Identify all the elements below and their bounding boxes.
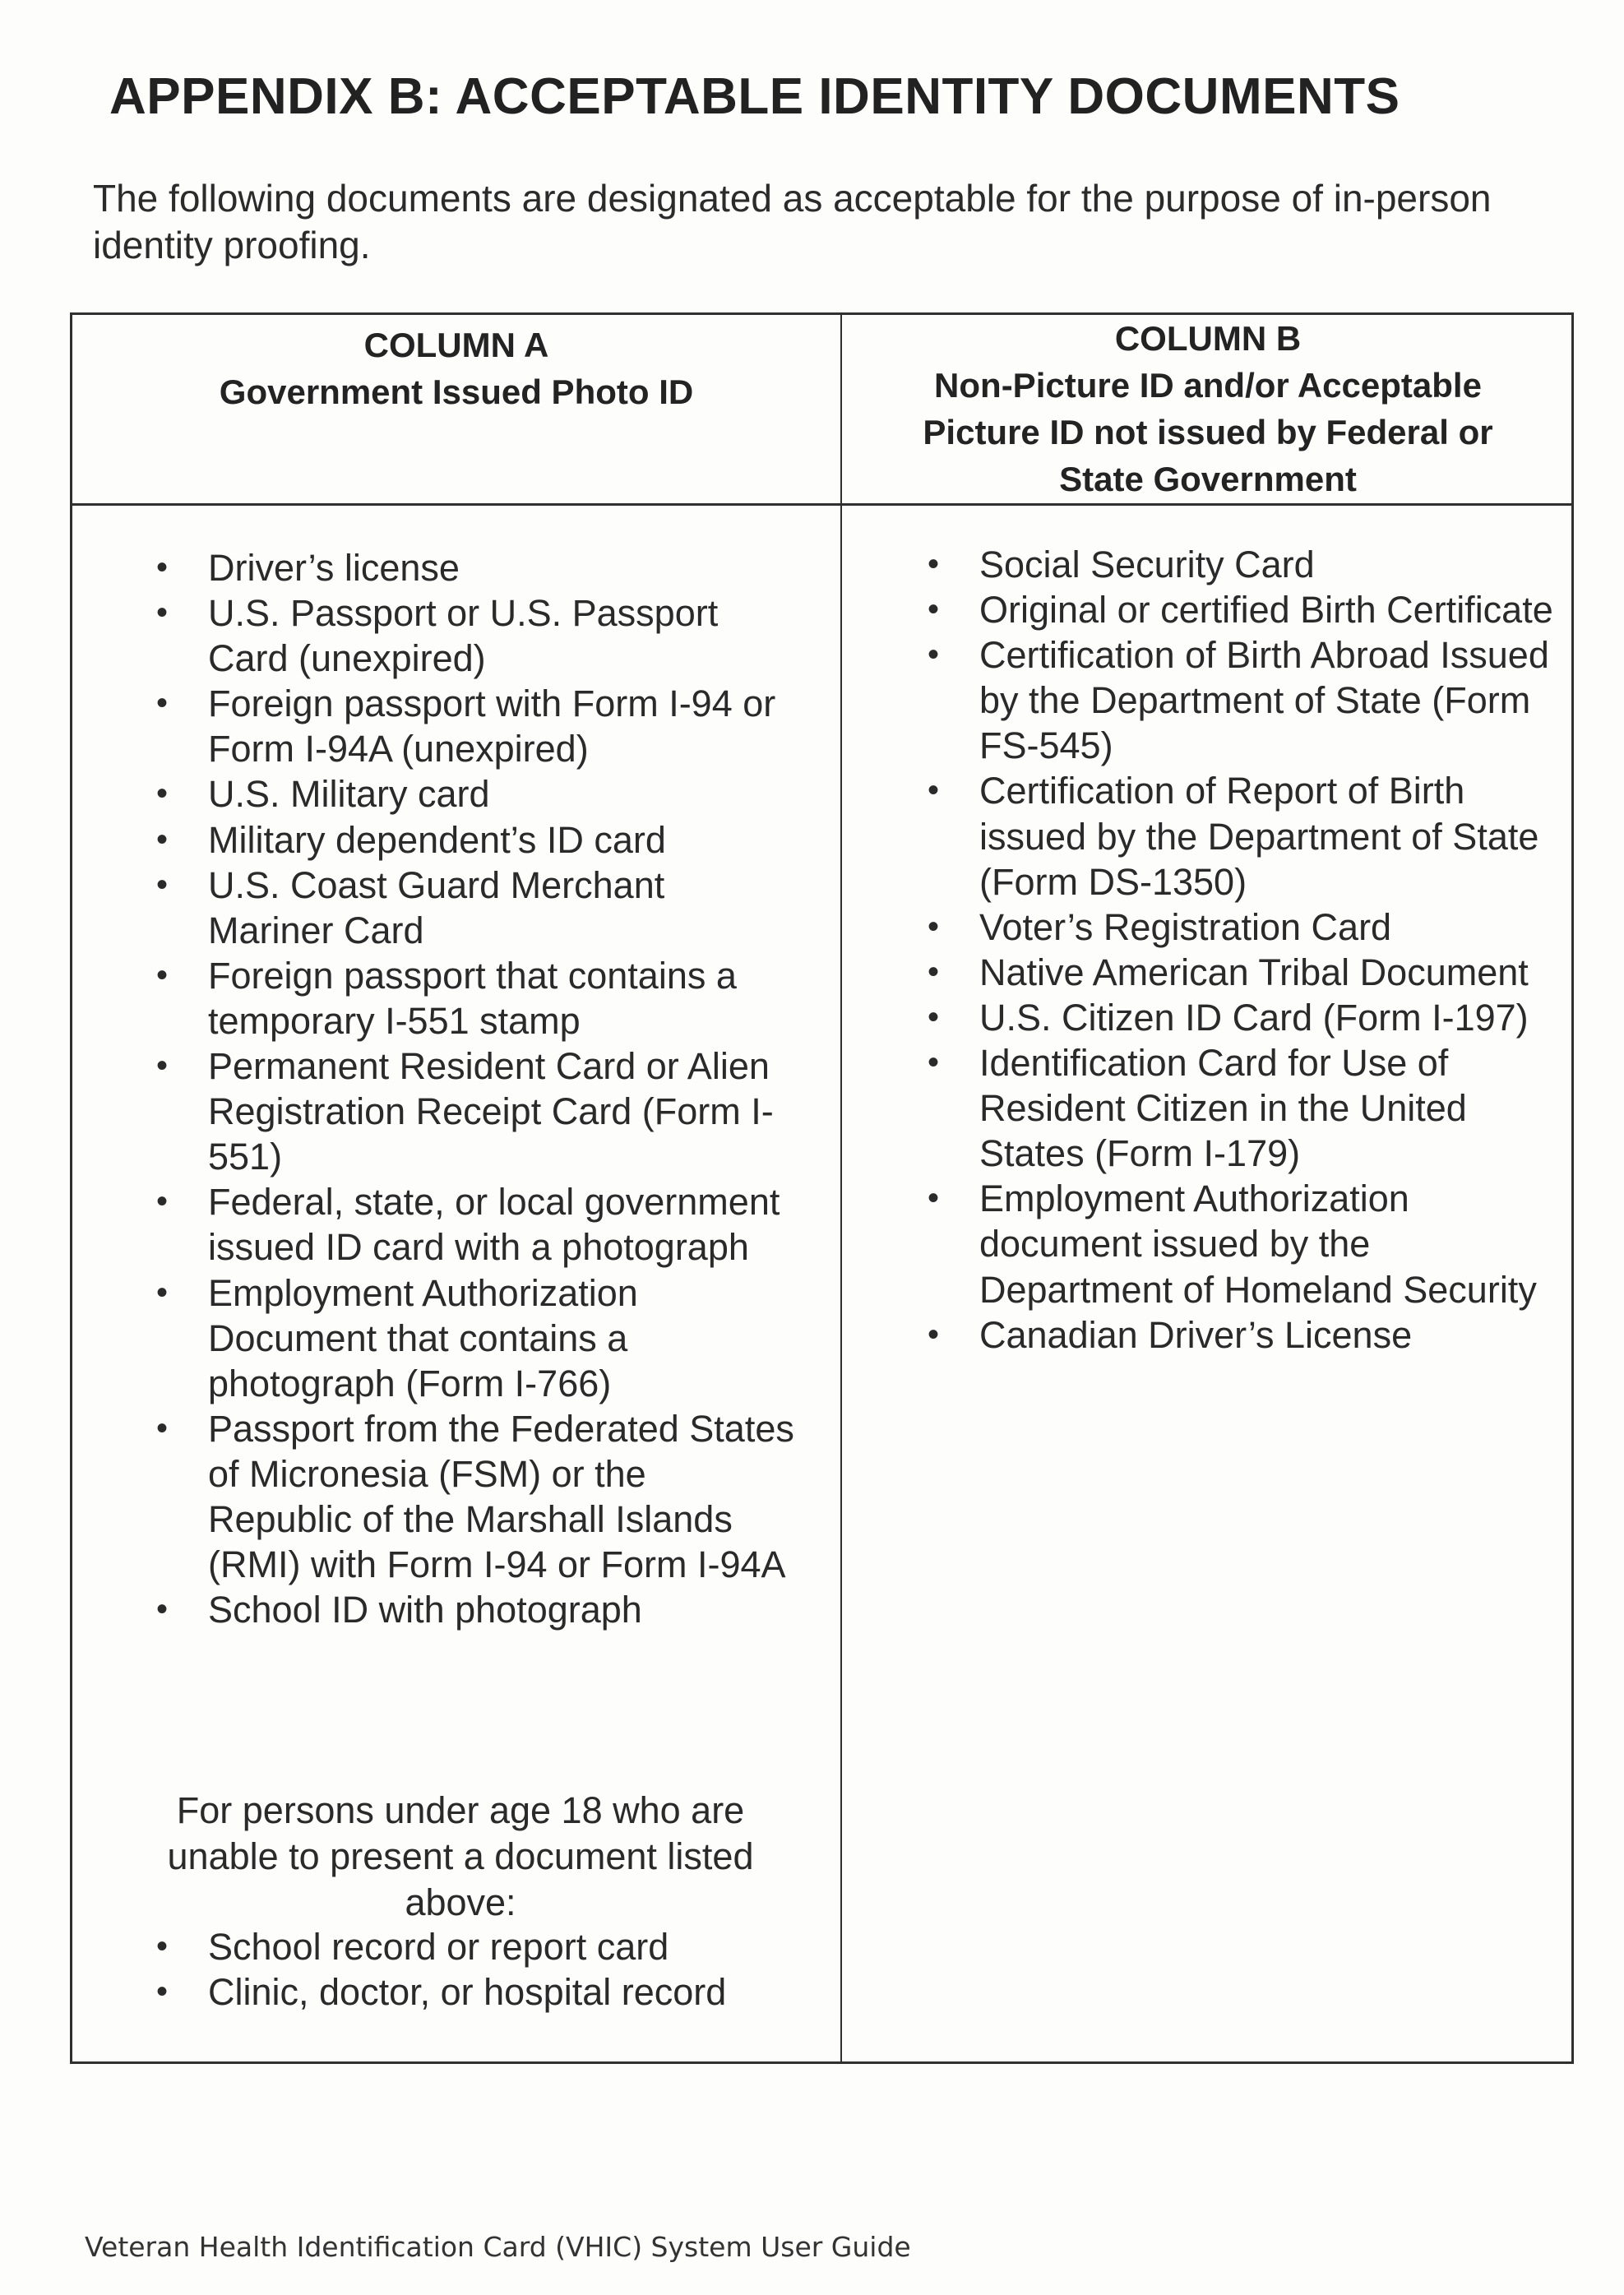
list-item — [156, 681, 800, 771]
bullet-icon: • — [156, 866, 169, 903]
bullet-icon: • — [928, 1044, 940, 1081]
bullet-icon: • — [156, 595, 169, 632]
column-b-header — [842, 315, 1574, 502]
list-item — [156, 590, 800, 681]
list-item — [928, 950, 1555, 995]
bullet-icon: • — [928, 591, 940, 628]
bullet-icon: • — [156, 1409, 169, 1446]
bullet-icon: • — [928, 772, 940, 809]
bullet-icon: • — [156, 775, 169, 812]
bullet-icon: • — [156, 1048, 169, 1085]
bullet-icon: • — [928, 546, 940, 582]
list-item-text: Military dependent’s ID card — [208, 818, 666, 861]
intro-paragraph: The following documents are designated as acceptable for the purpose of in-person identity proofing. — [93, 177, 1492, 266]
list-item — [928, 1040, 1555, 1176]
bullet-icon: • — [928, 1180, 940, 1217]
bullet-icon: • — [156, 821, 169, 858]
list-item — [156, 1969, 817, 2015]
bullet-icon: • — [928, 908, 940, 945]
bullet-icon: • — [156, 1274, 169, 1311]
list-item-text: Original or certified Birth Certificate — [979, 589, 1553, 632]
list-item-text: School ID with photograph — [208, 1589, 642, 1631]
bullet-icon: • — [928, 998, 940, 1035]
bullet-icon: • — [156, 685, 169, 722]
list-item-text: Passport from the Federated States of Micronesia (FSM) or the Republic of the Marshall Islands (RMI) with Form I-94 or Form I-94A — [208, 1407, 794, 1586]
page-footer: Veteran Health Identification Card (VHIC) System User Guide — [85, 2231, 911, 2263]
list-item-text: Clinic, doctor, or hospital record — [208, 1971, 727, 2014]
list-item-text: Social Security Card — [979, 544, 1315, 585]
bullet-icon: • — [156, 1591, 169, 1628]
under-18-list — [156, 1924, 817, 2015]
under-18-note: For persons under age 18 who are unable to present a document listed above: — [167, 1789, 754, 1923]
list-item — [156, 1270, 800, 1406]
list-item-text: Permanent Resident Card or Alien Registration Receipt Card (Form I-551) — [208, 1045, 774, 1178]
list-item — [156, 1179, 800, 1270]
bullet-icon: • — [156, 956, 169, 993]
list-item — [156, 1406, 800, 1587]
list-item-text: U.S. Passport or U.S. Passport Card (unexpired) — [208, 592, 719, 680]
list-item-text: School record or report card — [208, 1926, 669, 1968]
column-b-list — [928, 542, 1555, 1358]
list-item — [156, 545, 800, 590]
column-b-subheading-line: Picture ID not issued by Federal or — [923, 413, 1493, 451]
list-item-text: U.S. Military card — [208, 773, 490, 816]
bullet-icon: • — [928, 1316, 940, 1353]
list-item — [928, 995, 1555, 1040]
column-a-subheading: Government Issued Photo ID — [219, 372, 694, 411]
list-item — [928, 1176, 1555, 1312]
list-item-text: Driver’s license — [208, 547, 460, 589]
list-item — [156, 1587, 800, 1632]
list-item — [928, 905, 1555, 950]
list-item-text: U.S. Coast Guard Merchant Mariner Card — [208, 863, 665, 951]
bullet-icon: • — [928, 636, 940, 673]
column-divider — [840, 315, 842, 2061]
column-a-header — [72, 322, 840, 415]
bullet-icon: • — [156, 549, 169, 585]
column-b-subheading-line: Non-Picture ID and/or Acceptable — [934, 366, 1482, 405]
header-divider — [72, 503, 1571, 506]
list-item-text: Identification Card for Use of Resident Citizen in the United States (Form I-179) — [979, 1042, 1467, 1175]
list-item-text: Foreign passport that contains a temporary I-551 stamp — [208, 954, 737, 1042]
list-item — [928, 768, 1555, 904]
column-b-subheading-line: State Government — [1059, 460, 1357, 498]
list-item-text: U.S. Citizen ID Card (Form I-197) — [979, 996, 1529, 1039]
bullet-icon: • — [928, 953, 940, 990]
list-item — [156, 953, 800, 1043]
page-title: APPENDIX B: ACCEPTABLE IDENTITY DOCUMENTS — [109, 68, 1400, 125]
bullet-icon: • — [156, 1973, 169, 2010]
column-a-list — [156, 545, 800, 1632]
list-item-text: Employment Authorization Document that contains a photograph (Form I-766) — [208, 1271, 638, 1404]
list-item-text: Certification of Birth Abroad Issued by the Department of State (Form FS-545) — [979, 634, 1549, 767]
list-item — [156, 771, 800, 817]
list-item — [928, 542, 1555, 587]
column-a-heading: COLUMN A — [363, 326, 549, 364]
list-item — [156, 817, 800, 863]
list-item — [156, 863, 800, 953]
list-item-text: Employment Authorization document issued by the Department of Homeland Security — [979, 1178, 1537, 1311]
bullet-icon: • — [156, 1928, 169, 1964]
bullet-icon: • — [156, 1183, 169, 1220]
list-item — [156, 1924, 817, 1969]
list-item — [156, 1043, 800, 1179]
list-item-text: Federal, state, or local government issued ID card with a photograph — [208, 1181, 780, 1269]
list-item — [928, 587, 1555, 632]
list-item — [928, 1312, 1555, 1358]
list-item-text: Voter’s Registration Card — [979, 905, 1392, 948]
column-b-heading: COLUMN B — [1114, 319, 1302, 358]
list-item — [928, 632, 1555, 768]
list-item-text: Canadian Driver’s License — [979, 1313, 1413, 1356]
list-item-text: Native American Tribal Document — [979, 951, 1529, 993]
list-item-text: Foreign passport with Form I-94 or Form I-94A (unexpired) — [208, 682, 776, 770]
list-item-text: Certification of Report of Birth issued by the Department of State (Form DS-1350) — [979, 770, 1539, 903]
